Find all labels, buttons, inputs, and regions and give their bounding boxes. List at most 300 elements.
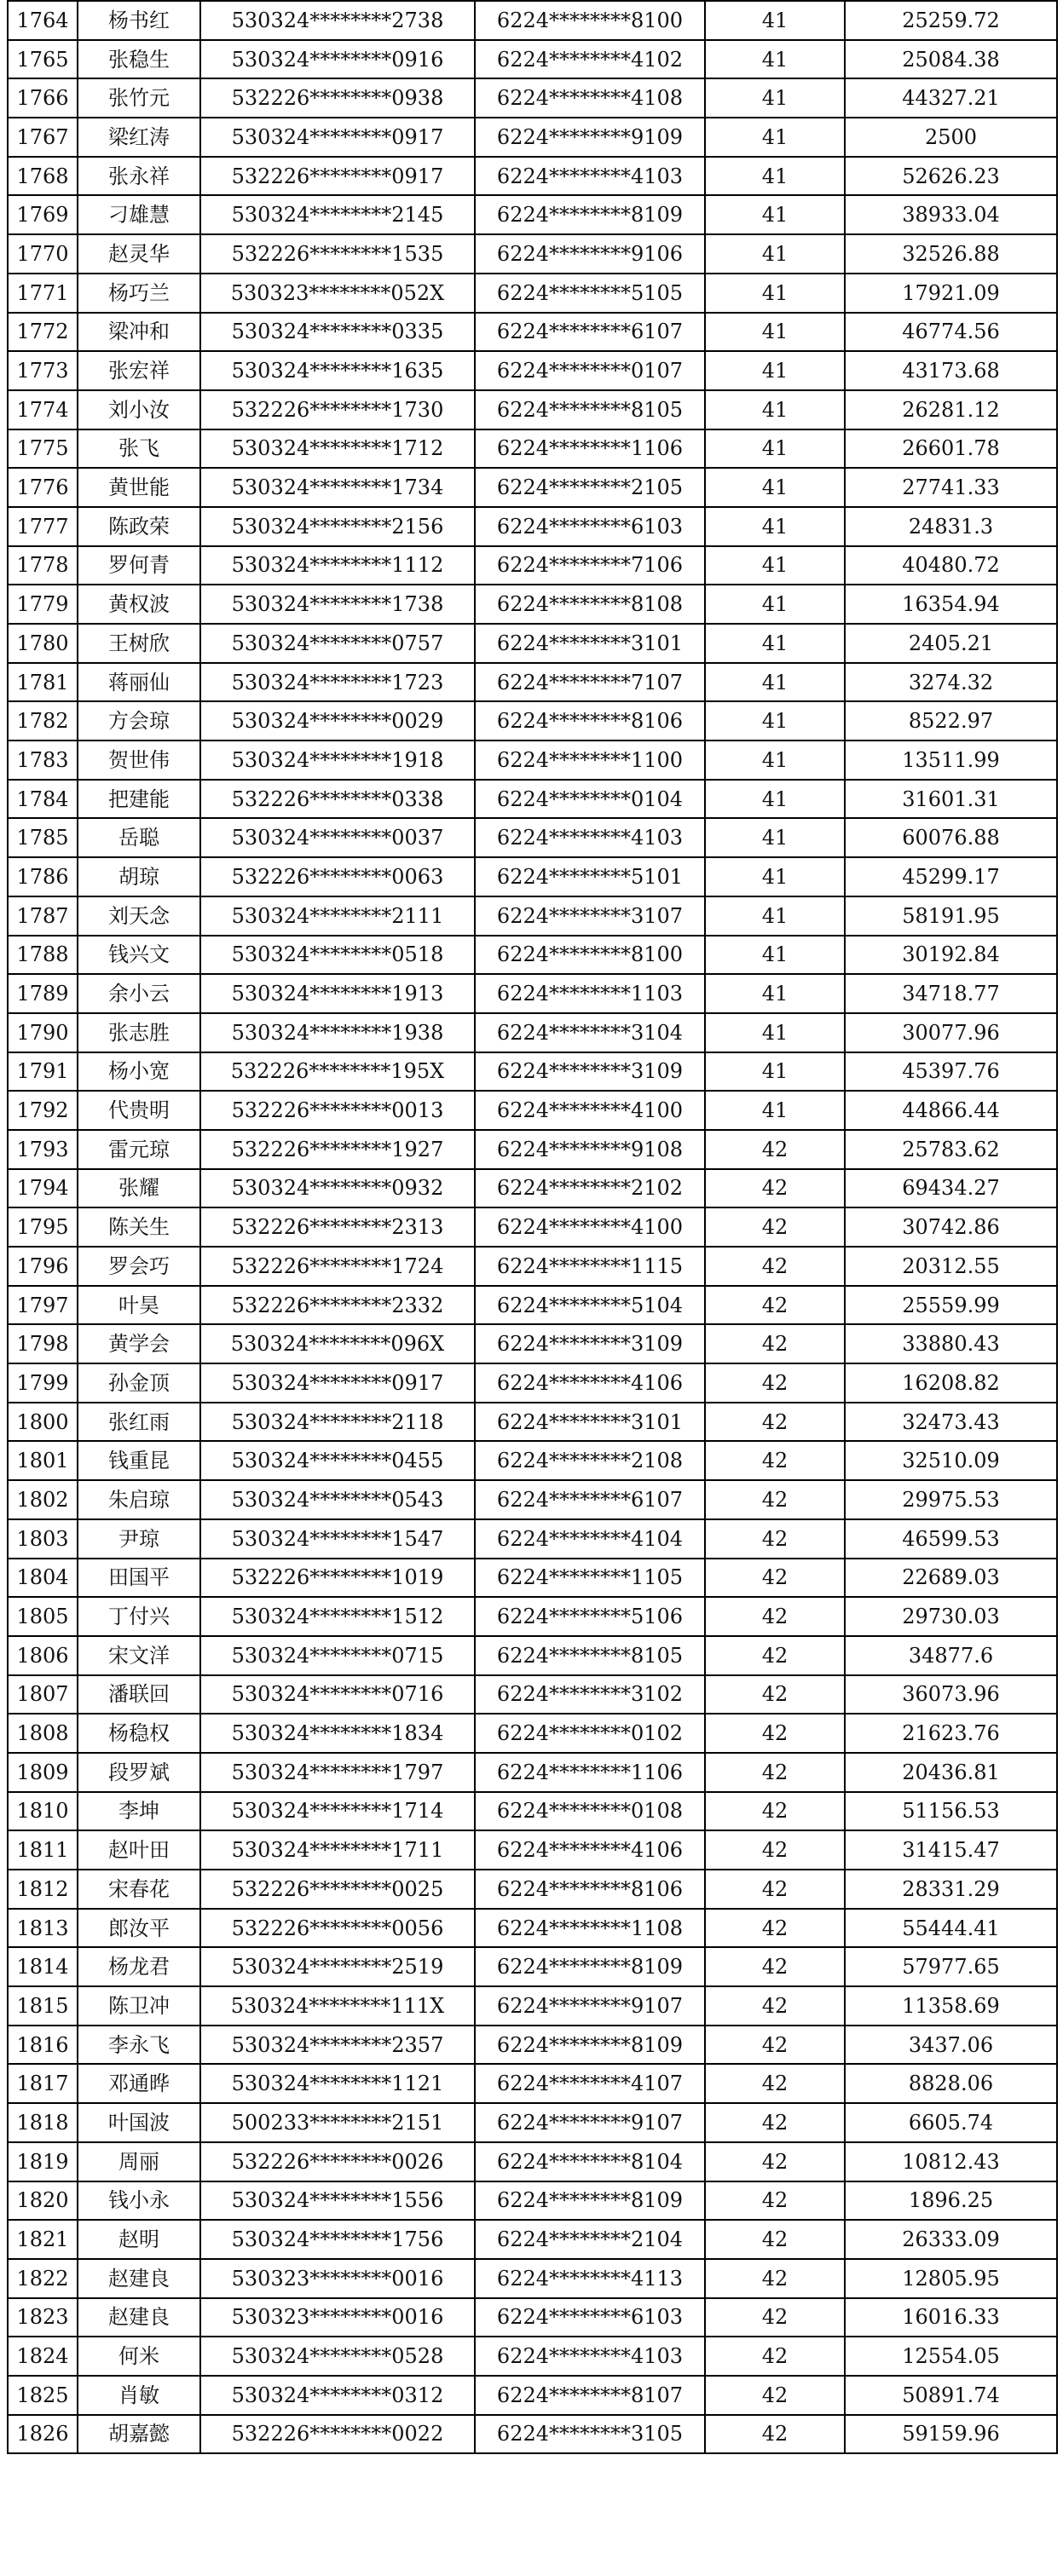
- group-cell: 41: [705, 1, 845, 40]
- id-number-cell: 530324********0029: [200, 701, 475, 741]
- amount-cell: 12554.05: [845, 2337, 1057, 2376]
- id-number-cell: 530324********2118: [200, 1403, 475, 1442]
- bank-card-cell: 6224********4104: [475, 1519, 705, 1559]
- id-number-cell: 530324********1635: [200, 351, 475, 390]
- amount-cell: 51156.53: [845, 1792, 1057, 1831]
- group-cell: 42: [705, 2181, 845, 2221]
- row-number-cell: 1825: [8, 2376, 78, 2415]
- bank-card-cell: 6224********6107: [475, 1480, 705, 1519]
- amount-cell: 58191.95: [845, 896, 1057, 936]
- amount-cell: 12805.95: [845, 2259, 1057, 2298]
- group-cell: 41: [705, 468, 845, 507]
- table-row: [8, 1675, 1057, 1714]
- row-number-cell: 1799: [8, 1363, 78, 1403]
- bank-card-cell: 6224********0108: [475, 1792, 705, 1831]
- id-number-cell: 530324********0757: [200, 624, 475, 663]
- table-row: [8, 1480, 1057, 1519]
- row-number-cell: 1779: [8, 585, 78, 624]
- row-number-cell: 1790: [8, 1013, 78, 1052]
- bank-card-cell: 6224********4103: [475, 818, 705, 857]
- amount-cell: 26333.09: [845, 2220, 1057, 2259]
- name-cell: 张志胜: [78, 1013, 200, 1052]
- bank-card-cell: 6224********4107: [475, 2064, 705, 2103]
- amount-cell: 22689.03: [845, 1559, 1057, 1598]
- group-cell: 42: [705, 2026, 845, 2065]
- amount-cell: 57977.65: [845, 1947, 1057, 1986]
- amount-cell: 24831.3: [845, 507, 1057, 546]
- name-cell: 黄世能: [78, 468, 200, 507]
- amount-cell: 28331.29: [845, 1870, 1057, 1909]
- row-number-cell: 1823: [8, 2298, 78, 2337]
- bank-card-cell: 6224********8109: [475, 2026, 705, 2065]
- bank-card-cell: 6224********0107: [475, 351, 705, 390]
- id-number-cell: 530324********1556: [200, 2181, 475, 2221]
- name-cell: 潘联回: [78, 1675, 200, 1714]
- name-cell: 尹琼: [78, 1519, 200, 1559]
- group-cell: 42: [705, 1324, 845, 1363]
- name-cell: 梁冲和: [78, 313, 200, 352]
- amount-cell: 25084.38: [845, 40, 1057, 79]
- id-number-cell: 532226********1535: [200, 234, 475, 274]
- table-row: [8, 2142, 1057, 2181]
- row-number-cell: 1794: [8, 1169, 78, 1208]
- id-number-cell: 530324********1918: [200, 741, 475, 780]
- amount-cell: 46599.53: [845, 1519, 1057, 1559]
- bank-card-cell: 6224********4103: [475, 157, 705, 196]
- group-cell: 42: [705, 1559, 845, 1598]
- id-number-cell: 530324********1938: [200, 1013, 475, 1052]
- name-cell: 赵建良: [78, 2259, 200, 2298]
- table-row: [8, 857, 1057, 896]
- id-number-cell: 530324********2156: [200, 507, 475, 546]
- group-cell: 42: [705, 2415, 845, 2454]
- table-row: [8, 624, 1057, 663]
- id-number-cell: 530324********0917: [200, 118, 475, 157]
- bank-card-cell: 6224********8109: [475, 195, 705, 234]
- amount-cell: 34877.6: [845, 1636, 1057, 1675]
- amount-cell: 11358.69: [845, 1986, 1057, 2026]
- id-number-cell: 530324********1714: [200, 1792, 475, 1831]
- name-cell: 梁红涛: [78, 118, 200, 157]
- bank-card-cell: 6224********8106: [475, 701, 705, 741]
- amount-cell: 44327.21: [845, 78, 1057, 118]
- row-number-cell: 1804: [8, 1559, 78, 1598]
- bank-card-cell: 6224********3101: [475, 1403, 705, 1442]
- bank-card-cell: 6224********4106: [475, 1830, 705, 1870]
- id-number-cell: 530324********0916: [200, 40, 475, 79]
- group-cell: 42: [705, 1870, 845, 1909]
- row-number-cell: 1774: [8, 390, 78, 429]
- row-number-cell: 1817: [8, 2064, 78, 2103]
- id-number-cell: 530324********0715: [200, 1636, 475, 1675]
- table-row: [8, 2220, 1057, 2259]
- bank-card-cell: 6224********8105: [475, 390, 705, 429]
- bank-card-cell: 6224********4103: [475, 2337, 705, 2376]
- table-row: [8, 936, 1057, 975]
- bank-card-cell: 6224********4102: [475, 40, 705, 79]
- row-number-cell: 1819: [8, 2142, 78, 2181]
- id-number-cell: 530323********0016: [200, 2259, 475, 2298]
- name-cell: 雷元琼: [78, 1130, 200, 1169]
- id-number-cell: 530324********1738: [200, 585, 475, 624]
- table-row: [8, 2064, 1057, 2103]
- name-cell: 孙金顶: [78, 1363, 200, 1403]
- bank-card-cell: 6224********5104: [475, 1286, 705, 1325]
- group-cell: 42: [705, 2142, 845, 2181]
- amount-cell: 16208.82: [845, 1363, 1057, 1403]
- bank-card-cell: 6224********5101: [475, 857, 705, 896]
- row-number-cell: 1802: [8, 1480, 78, 1519]
- name-cell: 余小云: [78, 974, 200, 1013]
- name-cell: 李永飞: [78, 2026, 200, 2065]
- id-number-cell: 530324********1121: [200, 2064, 475, 2103]
- table-row: [8, 1753, 1057, 1792]
- table-row: [8, 234, 1057, 274]
- id-number-cell: 530324********1734: [200, 468, 475, 507]
- id-number-cell: 530324********0312: [200, 2376, 475, 2415]
- table-row: [8, 1052, 1057, 1092]
- id-number-cell: 532226********0938: [200, 78, 475, 118]
- id-number-cell: 532226********0338: [200, 780, 475, 819]
- row-number-cell: 1772: [8, 313, 78, 352]
- group-cell: 42: [705, 1403, 845, 1442]
- group-cell: 42: [705, 1207, 845, 1247]
- group-cell: 41: [705, 818, 845, 857]
- amount-cell: 33880.43: [845, 1324, 1057, 1363]
- bank-card-cell: 6224********8107: [475, 2376, 705, 2415]
- id-number-cell: 532226********0013: [200, 1091, 475, 1130]
- table-row: [8, 1986, 1057, 2026]
- table-row: [8, 1169, 1057, 1208]
- group-cell: 42: [705, 2259, 845, 2298]
- name-cell: 郎汝平: [78, 1909, 200, 1948]
- name-cell: 把建能: [78, 780, 200, 819]
- table-row: [8, 1324, 1057, 1363]
- table-row: [8, 2103, 1057, 2142]
- table-row: [8, 2376, 1057, 2415]
- group-cell: 42: [705, 1947, 845, 1986]
- group-cell: 41: [705, 274, 845, 313]
- name-cell: 方会琼: [78, 701, 200, 741]
- name-cell: 朱启琼: [78, 1480, 200, 1519]
- name-cell: 杨巧兰: [78, 274, 200, 313]
- row-number-cell: 1821: [8, 2220, 78, 2259]
- amount-cell: 45397.76: [845, 1052, 1057, 1092]
- table-row: [8, 585, 1057, 624]
- table-row: [8, 741, 1057, 780]
- amount-cell: 25259.72: [845, 1, 1057, 40]
- table-row: [8, 1597, 1057, 1636]
- row-number-cell: 1783: [8, 741, 78, 780]
- name-cell: 胡嘉懿: [78, 2415, 200, 2454]
- name-cell: 刘小汝: [78, 390, 200, 429]
- table-row: [8, 1714, 1057, 1753]
- bank-card-cell: 6224********0104: [475, 780, 705, 819]
- bank-card-cell: 6224********9109: [475, 118, 705, 157]
- id-number-cell: 530323********0016: [200, 2298, 475, 2337]
- id-number-cell: 530324********0932: [200, 1169, 475, 1208]
- bank-card-cell: 6224********6103: [475, 507, 705, 546]
- amount-cell: 32473.43: [845, 1403, 1057, 1442]
- table-body: [8, 1, 1057, 2453]
- table-row: [8, 1286, 1057, 1325]
- row-number-cell: 1795: [8, 1207, 78, 1247]
- amount-cell: 25559.99: [845, 1286, 1057, 1325]
- group-cell: 42: [705, 1247, 845, 1286]
- id-number-cell: 530324********1112: [200, 546, 475, 585]
- amount-cell: 30742.86: [845, 1207, 1057, 1247]
- table-row: [8, 390, 1057, 429]
- id-number-cell: 530324********2738: [200, 1, 475, 40]
- name-cell: 张红雨: [78, 1403, 200, 1442]
- table-row: [8, 2026, 1057, 2065]
- name-cell: 黄学会: [78, 1324, 200, 1363]
- table-row: [8, 1, 1057, 40]
- bank-card-cell: 6224********8104: [475, 2142, 705, 2181]
- bank-card-cell: 6224********6103: [475, 2298, 705, 2337]
- name-cell: 叶国波: [78, 2103, 200, 2142]
- bank-card-cell: 6224********7106: [475, 546, 705, 585]
- bank-card-cell: 6224********8100: [475, 936, 705, 975]
- row-number-cell: 1785: [8, 818, 78, 857]
- bank-card-cell: 6224********8106: [475, 1870, 705, 1909]
- row-number-cell: 1789: [8, 974, 78, 1013]
- row-number-cell: 1769: [8, 195, 78, 234]
- table-row: [8, 2259, 1057, 2298]
- group-cell: 42: [705, 1169, 845, 1208]
- group-cell: 41: [705, 195, 845, 234]
- bank-card-cell: 6224********3109: [475, 1324, 705, 1363]
- amount-cell: 30077.96: [845, 1013, 1057, 1052]
- name-cell: 何米: [78, 2337, 200, 2376]
- name-cell: 段罗斌: [78, 1753, 200, 1792]
- group-cell: 41: [705, 663, 845, 702]
- amount-cell: 8828.06: [845, 2064, 1057, 2103]
- name-cell: 刘天念: [78, 896, 200, 936]
- group-cell: 41: [705, 741, 845, 780]
- group-cell: 41: [705, 234, 845, 274]
- amount-cell: 43173.68: [845, 351, 1057, 390]
- id-number-cell: 530324********1712: [200, 429, 475, 469]
- bank-card-cell: 6224********6107: [475, 313, 705, 352]
- row-number-cell: 1812: [8, 1870, 78, 1909]
- bank-card-cell: 6224********3101: [475, 624, 705, 663]
- name-cell: 钱重昆: [78, 1441, 200, 1480]
- name-cell: 贺世伟: [78, 741, 200, 780]
- amount-cell: 32526.88: [845, 234, 1057, 274]
- id-number-cell: 532226********1019: [200, 1559, 475, 1598]
- id-number-cell: 530324********1512: [200, 1597, 475, 1636]
- id-number-cell: 532226********1724: [200, 1247, 475, 1286]
- row-number-cell: 1777: [8, 507, 78, 546]
- amount-cell: 52626.23: [845, 157, 1057, 196]
- row-number-cell: 1809: [8, 1753, 78, 1792]
- table-row: [8, 157, 1057, 196]
- row-number-cell: 1770: [8, 234, 78, 274]
- amount-cell: 29730.03: [845, 1597, 1057, 1636]
- row-number-cell: 1792: [8, 1091, 78, 1130]
- id-number-cell: 530324********1547: [200, 1519, 475, 1559]
- table-row: [8, 974, 1057, 1013]
- table-row: [8, 818, 1057, 857]
- table-row: [8, 1947, 1057, 1986]
- row-number-cell: 1776: [8, 468, 78, 507]
- table-row: [8, 351, 1057, 390]
- name-cell: 黄权波: [78, 585, 200, 624]
- group-cell: 42: [705, 2337, 845, 2376]
- id-number-cell: 530324********111X: [200, 1986, 475, 2026]
- name-cell: 赵叶田: [78, 1830, 200, 1870]
- table-row: [8, 1519, 1057, 1559]
- row-number-cell: 1781: [8, 663, 78, 702]
- group-cell: 41: [705, 429, 845, 469]
- table-row: [8, 78, 1057, 118]
- amount-cell: 26281.12: [845, 390, 1057, 429]
- bank-card-cell: 6224********8109: [475, 2181, 705, 2221]
- bank-card-cell: 6224********1105: [475, 1559, 705, 1598]
- group-cell: 42: [705, 1480, 845, 1519]
- name-cell: 钱小永: [78, 2181, 200, 2221]
- name-cell: 张宏祥: [78, 351, 200, 390]
- row-number-cell: 1768: [8, 157, 78, 196]
- group-cell: 42: [705, 1986, 845, 2026]
- group-cell: 42: [705, 1441, 845, 1480]
- name-cell: 罗何青: [78, 546, 200, 585]
- amount-cell: 3274.32: [845, 663, 1057, 702]
- id-number-cell: 530324********1913: [200, 974, 475, 1013]
- id-number-cell: 532226********0056: [200, 1909, 475, 1948]
- bank-card-cell: 6224********4100: [475, 1091, 705, 1130]
- name-cell: 代贵明: [78, 1091, 200, 1130]
- name-cell: 岳聪: [78, 818, 200, 857]
- group-cell: 42: [705, 1792, 845, 1831]
- group-cell: 42: [705, 1830, 845, 1870]
- bank-card-cell: 6224********8100: [475, 1, 705, 40]
- table-row: [8, 274, 1057, 313]
- row-number-cell: 1764: [8, 1, 78, 40]
- group-cell: 41: [705, 351, 845, 390]
- bank-card-cell: 6224********9108: [475, 1130, 705, 1169]
- table-row: [8, 118, 1057, 157]
- table-row: [8, 1792, 1057, 1831]
- row-number-cell: 1797: [8, 1286, 78, 1325]
- table-row: [8, 1870, 1057, 1909]
- group-cell: 42: [705, 2376, 845, 2415]
- amount-cell: 36073.96: [845, 1675, 1057, 1714]
- table-row: [8, 701, 1057, 741]
- name-cell: 张耀: [78, 1169, 200, 1208]
- bank-card-cell: 6224********1106: [475, 1753, 705, 1792]
- table-row: [8, 195, 1057, 234]
- id-number-cell: 532226********0022: [200, 2415, 475, 2454]
- row-number-cell: 1826: [8, 2415, 78, 2454]
- bank-card-cell: 6224********8109: [475, 1947, 705, 1986]
- table-row: [8, 663, 1057, 702]
- amount-cell: 20436.81: [845, 1753, 1057, 1792]
- id-number-cell: 532226********195X: [200, 1052, 475, 1092]
- group-cell: 42: [705, 2103, 845, 2142]
- id-number-cell: 532226********2313: [200, 1207, 475, 1247]
- bank-card-cell: 6224********9107: [475, 2103, 705, 2142]
- name-cell: 陈卫冲: [78, 1986, 200, 2026]
- amount-cell: 31601.31: [845, 780, 1057, 819]
- id-number-cell: 532226********0917: [200, 157, 475, 196]
- id-number-cell: 530324********0528: [200, 2337, 475, 2376]
- name-cell: 赵建良: [78, 2298, 200, 2337]
- table-row: [8, 780, 1057, 819]
- group-cell: 42: [705, 1636, 845, 1675]
- row-number-cell: 1813: [8, 1909, 78, 1948]
- row-number-cell: 1778: [8, 546, 78, 585]
- bank-card-cell: 6224********4100: [475, 1207, 705, 1247]
- id-number-cell: 530324********0716: [200, 1675, 475, 1714]
- group-cell: 41: [705, 624, 845, 663]
- table-row: [8, 2337, 1057, 2376]
- table-row: [8, 1441, 1057, 1480]
- group-cell: 41: [705, 1091, 845, 1130]
- amount-cell: 16354.94: [845, 585, 1057, 624]
- table-row: [8, 2298, 1057, 2337]
- row-number-cell: 1787: [8, 896, 78, 936]
- name-cell: 邓通晔: [78, 2064, 200, 2103]
- bank-card-cell: 6224********4106: [475, 1363, 705, 1403]
- amount-cell: 21623.76: [845, 1714, 1057, 1753]
- amount-cell: 69434.27: [845, 1169, 1057, 1208]
- group-cell: 41: [705, 585, 845, 624]
- id-number-cell: 530324********2111: [200, 896, 475, 936]
- bank-card-cell: 6224********3105: [475, 2415, 705, 2454]
- row-number-cell: 1782: [8, 701, 78, 741]
- table-row: [8, 2181, 1057, 2221]
- group-cell: 42: [705, 1286, 845, 1325]
- bank-card-cell: 6224********2105: [475, 468, 705, 507]
- name-cell: 杨稳权: [78, 1714, 200, 1753]
- row-number-cell: 1765: [8, 40, 78, 79]
- group-cell: 41: [705, 780, 845, 819]
- row-number-cell: 1784: [8, 780, 78, 819]
- table-row: [8, 1909, 1057, 1948]
- row-number-cell: 1805: [8, 1597, 78, 1636]
- group-cell: 41: [705, 1052, 845, 1092]
- group-cell: 41: [705, 1013, 845, 1052]
- amount-cell: 3437.06: [845, 2026, 1057, 2065]
- table-row: [8, 2415, 1057, 2454]
- name-cell: 张稳生: [78, 40, 200, 79]
- amount-cell: 29975.53: [845, 1480, 1057, 1519]
- group-cell: 42: [705, 1363, 845, 1403]
- group-cell: 42: [705, 1597, 845, 1636]
- id-number-cell: 530324********0917: [200, 1363, 475, 1403]
- table-row: [8, 429, 1057, 469]
- bank-card-cell: 6224********2102: [475, 1169, 705, 1208]
- amount-cell: 45299.17: [845, 857, 1057, 896]
- group-cell: 41: [705, 390, 845, 429]
- name-cell: 田国平: [78, 1559, 200, 1598]
- row-number-cell: 1786: [8, 857, 78, 896]
- row-number-cell: 1807: [8, 1675, 78, 1714]
- amount-cell: 25783.62: [845, 1130, 1057, 1169]
- table-row: [8, 1130, 1057, 1169]
- group-cell: 41: [705, 974, 845, 1013]
- name-cell: 王树欣: [78, 624, 200, 663]
- id-number-cell: 530323********052X: [200, 274, 475, 313]
- name-cell: 叶昊: [78, 1286, 200, 1325]
- id-number-cell: 530324********2357: [200, 2026, 475, 2065]
- name-cell: 胡琼: [78, 857, 200, 896]
- bank-card-cell: 6224********5106: [475, 1597, 705, 1636]
- id-number-cell: 530324********2519: [200, 1947, 475, 1986]
- id-number-cell: 530324********1723: [200, 663, 475, 702]
